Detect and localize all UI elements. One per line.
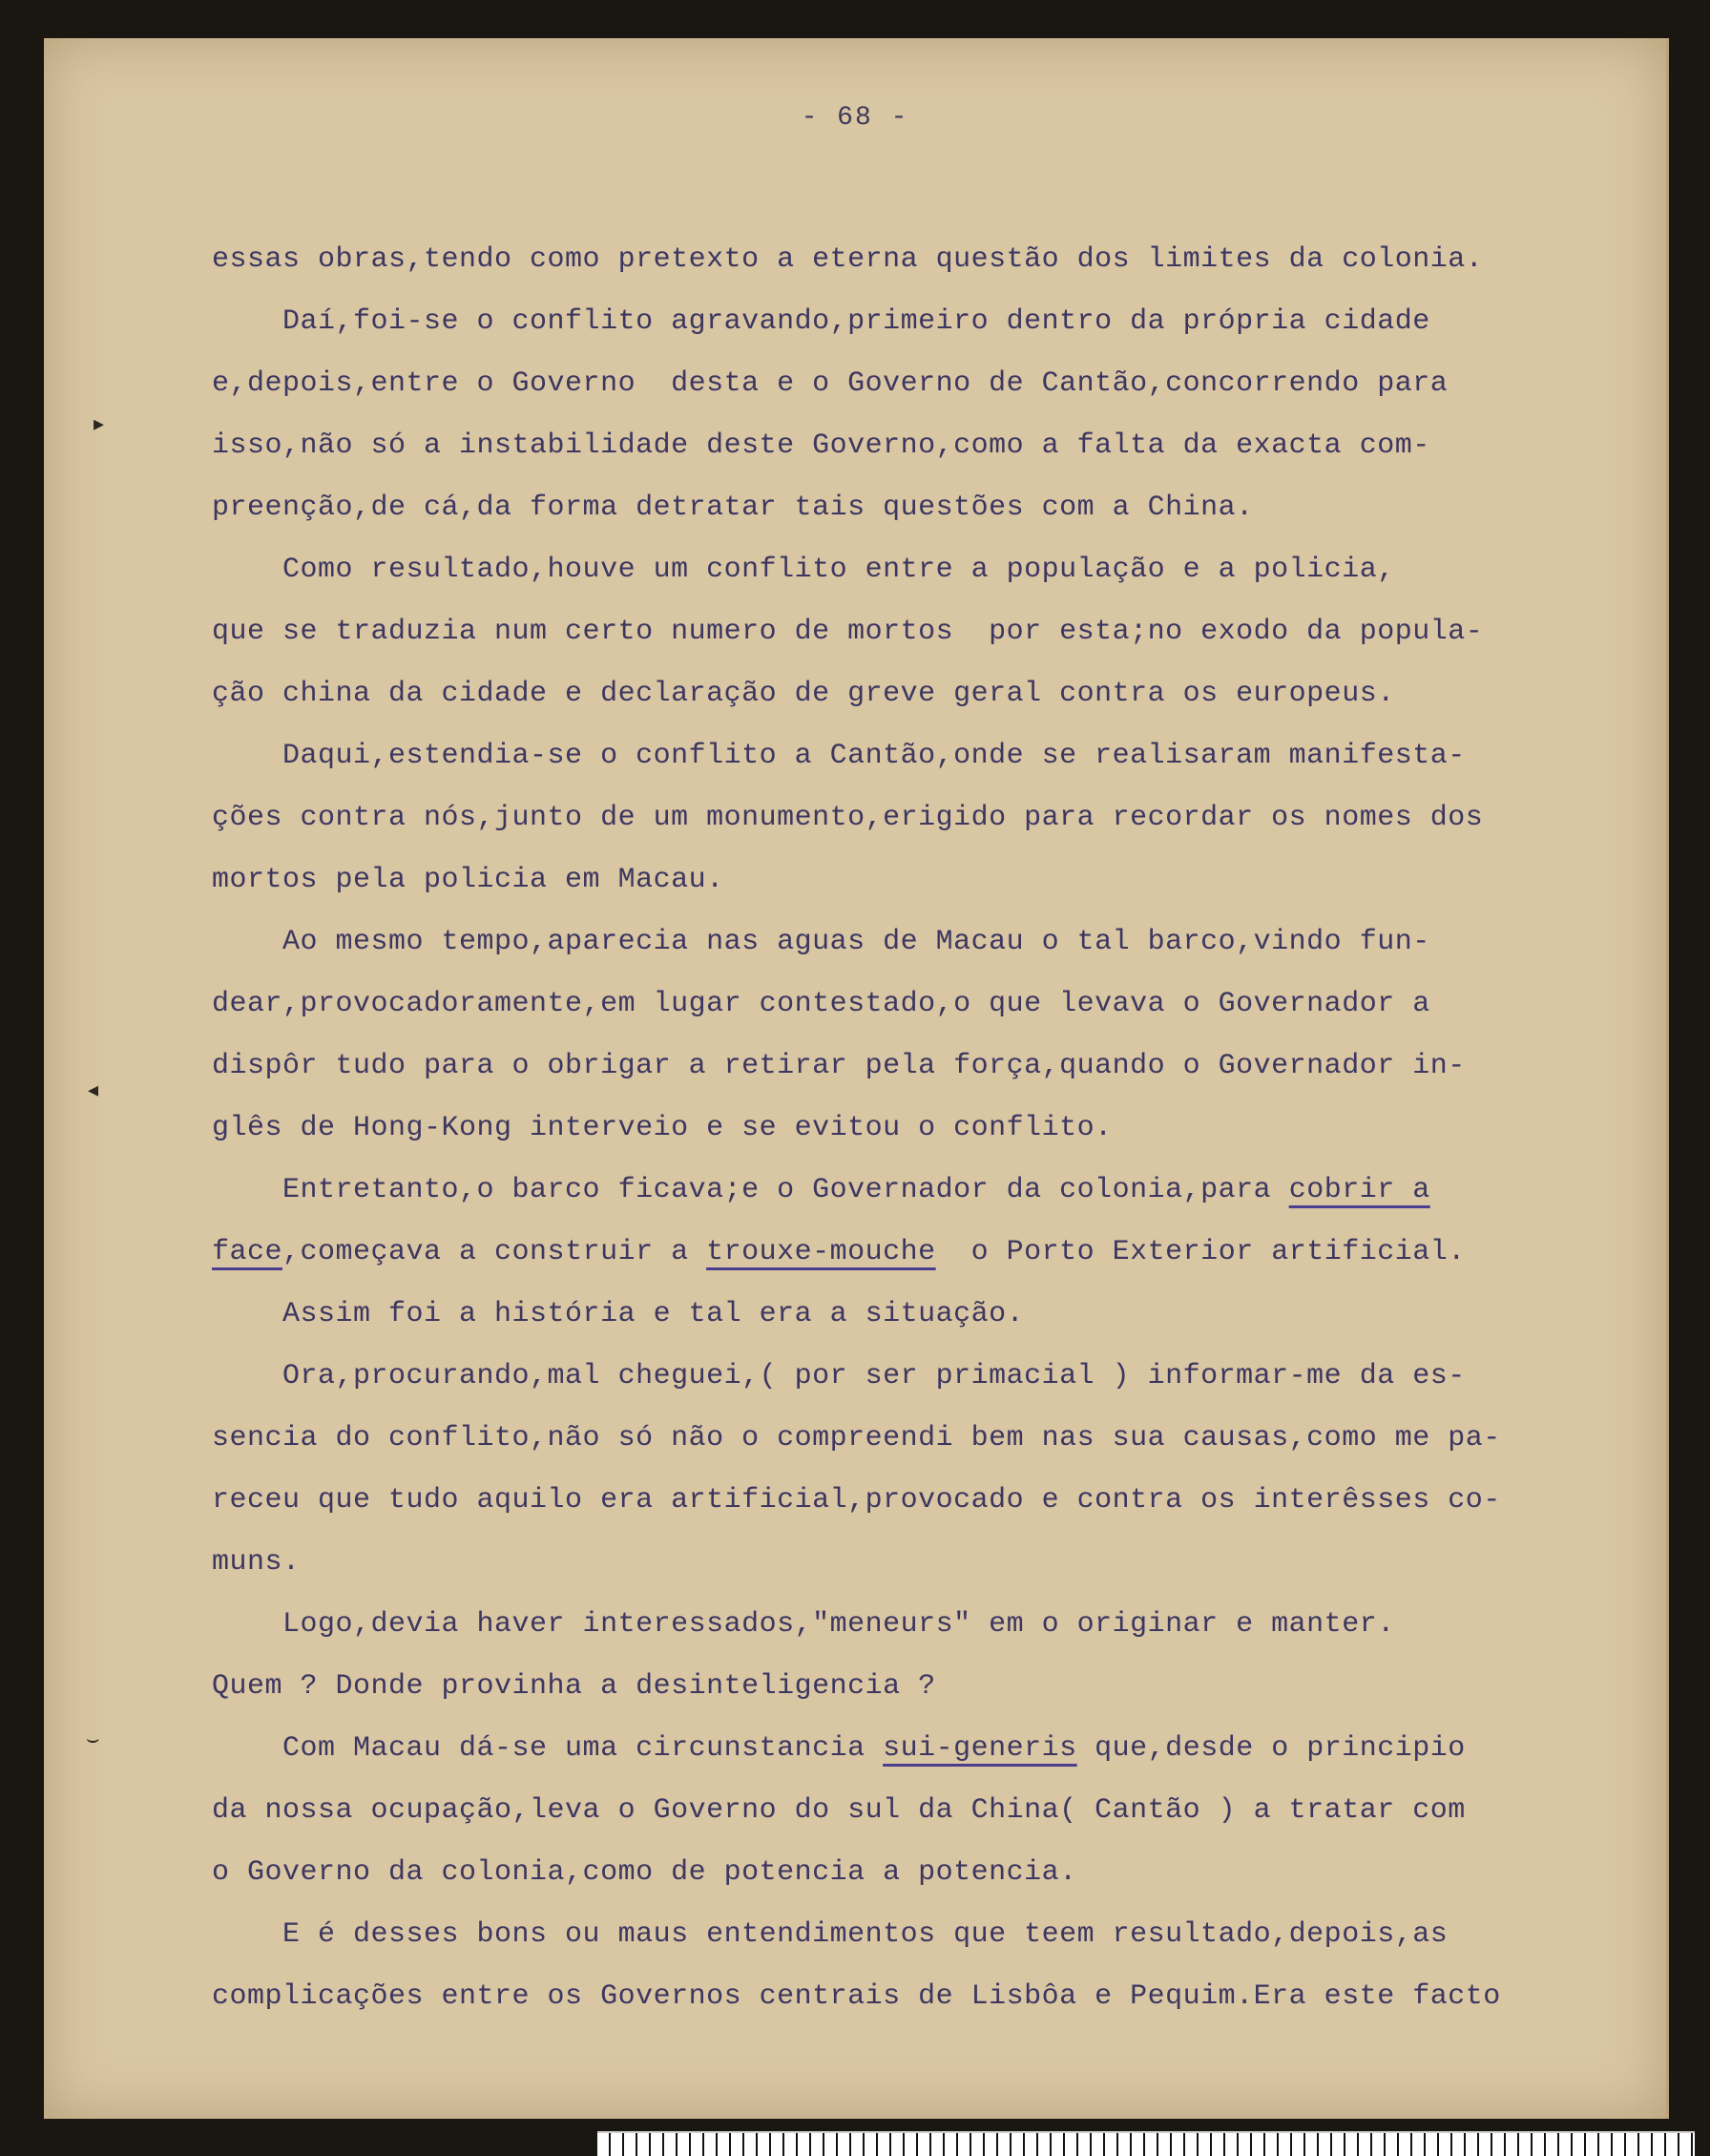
text-segment: Entretanto,o barco ficava;e o Governador da colonia,para — [212, 1174, 1289, 1206]
text-line: Daqui,estendia-se o conflito a Cantão,onde se realisaram manifesta- — [212, 740, 1466, 772]
underlined-phrase: trouxe-mouche — [706, 1236, 936, 1268]
text-line: que se traduzia num certo numero de mortos por esta;no exodo da popula- — [212, 616, 1484, 648]
text-line: sencia do conflito,não só não o compreendi bem nas sua causas,como me pa- — [212, 1422, 1501, 1455]
text-line: Daí,foi-se o conflito agravando,primeiro dentro da própria cidade — [212, 305, 1430, 338]
text-line: muns. — [212, 1546, 301, 1579]
text-segment: ,começava a construir a — [282, 1236, 707, 1268]
margin-mark-hook: ⌣ — [86, 1727, 100, 1751]
text-line: E é desses bons ou maus entendimentos que teem resultado,depois,as — [212, 1918, 1449, 1951]
text-line: Ao mesmo tempo,aparecia nas aguas de Macau o tal barco,vindo fun- — [212, 926, 1430, 958]
text-line: mortos pela policia em Macau. — [212, 864, 724, 896]
text-line-face — [212, 1222, 1643, 1284]
text-line: isso,não só a instabilidade deste Governo,como a falta da exacta com- — [212, 429, 1430, 462]
text-line: Logo,devia haver interessados,"meneurs" em o originar e manter. — [212, 1608, 1395, 1641]
text-line: complicações entre os Governos centrais de Lisbôa e Pequim.Era este facto — [212, 1980, 1501, 2013]
text-line: glês de Hong-Kong interveio e se evitou o conflito. — [212, 1112, 1113, 1144]
text-line: preenção,de cá,da forma detratar tais questões com a China. — [212, 492, 1254, 524]
underlined-phrase: face — [212, 1236, 283, 1268]
text-line: Quem ? Donde provinha a desinteligencia ? — [212, 1670, 936, 1703]
text-segment: Com Macau dá-se uma circunstancia — [212, 1732, 884, 1765]
text-line-cobrir — [212, 1160, 1643, 1222]
underlined-phrase: cobrir a — [1288, 1174, 1430, 1206]
page-number: - 68 - — [801, 103, 909, 133]
text-line: o Governo da colonia,como de potencia a potencia. — [212, 1856, 1077, 1889]
text-line: dear,provocadoramente,em lugar contestado,o que levava o Governador a — [212, 988, 1430, 1020]
margin-mark-arrow: ▸ — [94, 412, 105, 436]
text-line: da nossa ocupação,leva o Governo do sul da China( Cantão ) a tratar com — [212, 1794, 1466, 1827]
text-line: essas obras,tendo como pretexto a eterna questão dos limites da colonia. — [212, 243, 1484, 276]
text-line: Ora,procurando,mal cheguei,( por ser primacial ) informar-me da es- — [212, 1360, 1466, 1392]
text-line: Como resultado,houve um conflito entre a população e a policia, — [212, 554, 1395, 586]
text-line: dispôr tudo para o obrigar a retirar pela força,quando o Governador in- — [212, 1050, 1466, 1082]
text-line: Assim foi a história e tal era a situação. — [212, 1298, 1025, 1330]
text-segment: que,desde o principio — [1076, 1732, 1466, 1765]
text-line: e,depois,entre o Governo desta e o Governo de Cantão,concorrendo para — [212, 367, 1449, 400]
text-segment: o Porto Exterior artificial. — [935, 1236, 1466, 1268]
text-line: ções contra nós,junto de um monumento,erigido para recordar os nomes dos — [212, 802, 1484, 834]
document-page — [44, 38, 1669, 2119]
underlined-phrase: sui-generis — [883, 1732, 1077, 1765]
text-line-sui-generis — [212, 1718, 1643, 1780]
text-line: receu que tudo aquilo era artificial,provocado e contra os interêsses co- — [212, 1484, 1501, 1517]
text-line: ção china da cidade e declaração de greve geral contra os europeus. — [212, 678, 1395, 710]
margin-mark-arrow: ◂ — [88, 1078, 99, 1102]
typewritten-text — [212, 229, 1643, 2028]
scale-ruler — [597, 2131, 1695, 2156]
